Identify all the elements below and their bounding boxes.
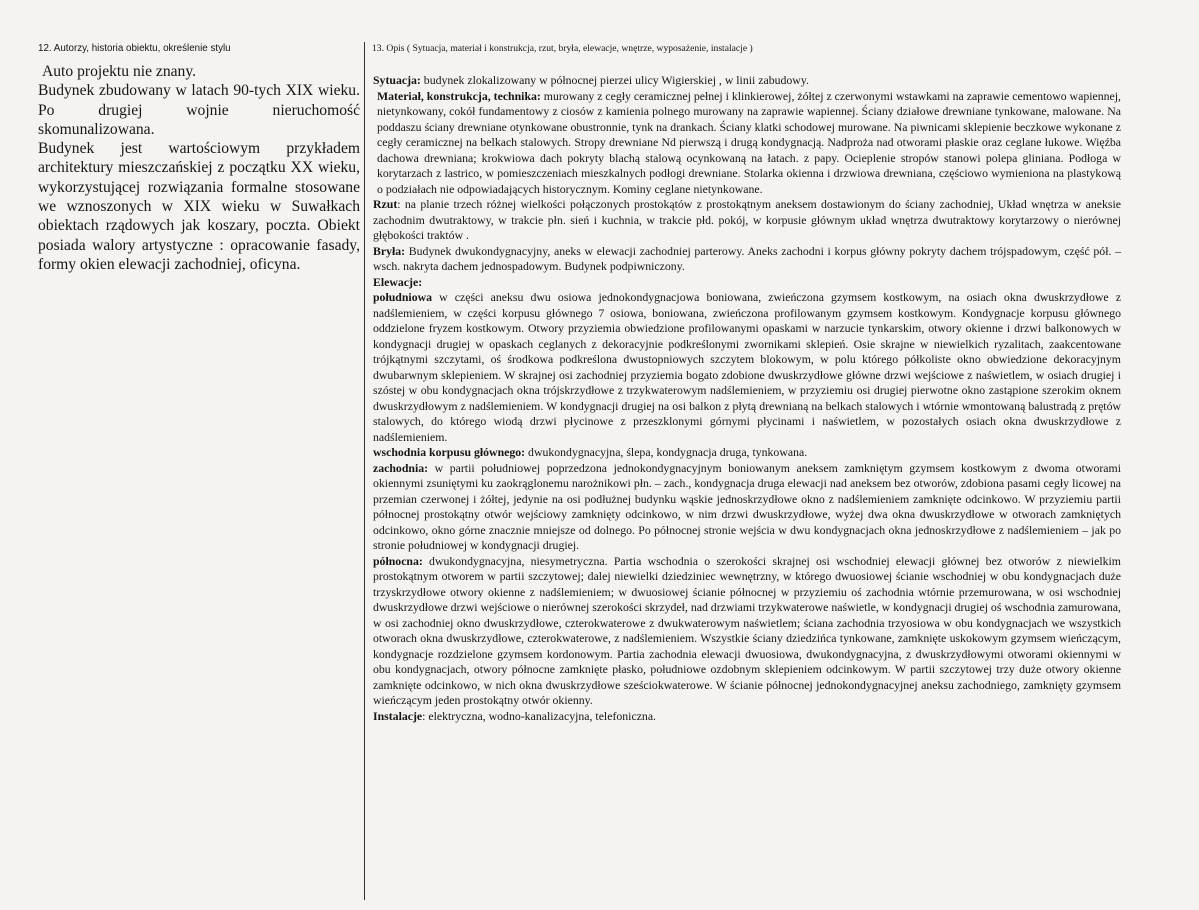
massing-text: Budynek dwukondygnacyjny, aneks w elewacji zachodniej parterowy. Aneks zachodni i korpus główny pokryty dachem trójspadowym, część pół. –wsch. nakryta dachem jednospadowym. Budynek podpiwniczony.: [373, 243, 1121, 273]
massing-label: Bryła:: [373, 243, 406, 258]
description-column: [373, 73, 1121, 724]
material-paragraph: [373, 89, 1121, 198]
installations-label: Instalacje: [373, 708, 423, 723]
east-elevation-text: dwukondygnacyjna, ślepa, kondygnacja druga, tynkowana.: [525, 445, 808, 459]
north-elevation-paragraph: [373, 554, 1121, 709]
north-elevation-label: północna:: [373, 553, 423, 568]
section-12-header: 12. Autorzy, historia obiektu, określenie stylu: [38, 43, 231, 54]
west-elevation-label: zachodnia:: [373, 460, 429, 475]
south-elevation-text: w części aneksu dwu osiowa jednokondygnacjowa boniowana, zwieńczona gzymsem kostkowym, na osiach okna dwuskrzydłowe z nadślemieniem, w części korpusu głównego 7 osiowa, boniowana, zwieńczona profilowanym gzymsem kostkowym. Kondygnacje korpusu głównego oddzielone fryzem kostkowym. Otwory przyziemia obwiedzione profilowanymi opaskami w narzucie tynkarskim, otwory okienne i drzwi balkonowych w kondygnacji drugiej w opaskach ceglanych z dekoracyjnie podkreślonymi zwornikami sklepień. Osie skrajne w niewielkich ryzalitach, zaakcentowane trójkątnymi szczytami, oś środkowa podkreślona dwustopniowych szczytem blokowym, w polu którego półkoliste okno obwiedzione dekoracyjnym dwubarwnym sklepieniem. W skrajnej osi zachodniej przyziemia bogato zdobione dwuskrzydłowe główne drzwi wejściowe z naświetlem, w osiach drugiej i szóstej w obu kondygnacjach okna trójskrzydłowe z trzykwaterowym nadślemieniem, w przyziemiu osi drugiej pierwotne okno zastąpione szerokim oknem dwuskrzydłowym z nadślemieniem. W kondygnacji drugiej na osi balkon z płytą drewnianą na belkach stalowych i wtórnie wmontowaną balustradą z prętów stalowych, do którego wiodą drzwi płycinowe z przeszklonymi górnymi płycinami i naświetlem, w pozostałych osiach okna dwuskrzydłowe z nadślemieniem.: [373, 290, 1121, 444]
plan-text: : na planie trzech różnej wielkości połączonych prostokątów z prostokątnym aneksem dostawionym do ściany zachodniej, Układ wnętrza w aneksie zachodnim dwutraktowy, w trakcie płn. sień i kuchnia, w trakcie płd. pokój, w korpusie głównym układ wnętrza dwutraktowy korytarzowy o nierównej głębokości traktów .: [373, 197, 1121, 242]
massing-paragraph: [373, 244, 1121, 275]
situation-text: budynek zlokalizowany w północnej pierzei ulicy Wigierskiej , w linii zabudowy.: [420, 73, 809, 87]
elevations-label: Elewacje:: [373, 274, 423, 289]
authors-paragraph: Auto projektu nie znany.: [42, 63, 197, 80]
west-elevation-paragraph: [373, 461, 1121, 554]
material-label: Materiał, konstrukcja, technika:: [377, 88, 541, 103]
section-13-header: 13. Opis ( Sytuacja, materiał i konstrukcja, rzut, bryła, elewacje, wnętrze, wyposażenie, instalacje ): [372, 43, 753, 54]
south-elevation-label: południowa: [373, 290, 433, 304]
material-text: murowany z cegły ceramicznej pełnej i klinkierowej, żółtej z czerwonymi wstawkami na zaprawie cementowo wapiennej, nietynkowany, cokół fundamentowy z ciosów z kamienia polnego murowany na zaprawie wapiennej. Ściany działowe drewniane tynkowane, malowane. Na poddaszu ściany drewniane otynkowane obustronnie, tynk na drankach. Ściany klatki schodowej murowane. Na piwnicami sklepienie beczkowe wykonane z cegły ceramicznej na belkach stalowych. Stropy drewniane Nd pierwszą i drugą kondygnacją. Nadproża nad otworami płaskie oraz ceglane łukowe. Więźba dachowa drewniana; krokwiowa dach pokryty blachą stalową ocynkowaną na łatach. z papy. Ocieplenie stropów stanowi polepa gliniana. Podłoga w korytarzach z lastrico, w pomieszczeniach mieszkalnych podłogi drewniane. Stolarka okienna i drzwiowa drewniana, częściowo wymieniona na plastykową o podziałach nie odpowiadających historycznym. Kominy ceglane nietynkowane.: [377, 88, 1121, 196]
plan-label: Rzut: [373, 197, 398, 211]
north-elevation-text: dwukondygnacyjna, niesymetryczna. Partia wschodnia o szerokości skrajnej osi wschodniej elewacji głównej bez otworów z niewielkim prostokątnym otworem w partii szczytowej; dalej niewielki dziedziniec wewnętrzny, w którego dwuosiowej ścianie wschodniej w obu kondygnacjach duże trzyskrzydłowe otwory okienne z nadślemieniem; w dwuosiowej ścianie północnej w przyziemiu oś zachodnia wtórnie przemurowana, w osi wschodniej dwuskrzydłowe drzwi wejściowe o nierównej szerokości skrzydeł, nad drzwiami trzykwaterowe naświetle, w kondygnacji drugiej oś wschodnia zamurowana, w osi zachodniej okno dwuskrzydłowe, czterokwaterowe z dwukwaterowym naświetlem; ściana zachodnia trzyosiowa w obu kondygnacjach we wszystkich otworach okna dwuskrzydłowe, czterokwaterowe, z nadślemieniem. Wszystkie ściany dziedzińca tynkowane, zamknięte uskokowym gzymsem wieńczącym, kondygnacje rozdzielone gzymsem kordonowym. Partia zachodnia elewacji dwuosiowa, dwukondygnacyjna, z dwuskrzydłowymi otworami okiennymi w obu kondygnacjach, otwory północne zamknięte płasko, południowe ozdobnym sklepieniem odcinkowym. W partii szczytowej trzy duże otwory okienne zamknięte odcinkowo, w nich okna dwuskrzydłowe sześciokwaterowe. W ścianie północnej jednokondygnacyjnej aneksu zachodniego, zamknięty gzymsem wieńczącym jeden prostokątny otwór okienny.: [373, 553, 1121, 707]
construction-history-paragraph: Budynek zbudowany w latach 90-tych XIX wieku. Po drugiej wojnie nieruchomość skomunalizowana.: [38, 82, 360, 138]
east-elevation-label: wschodnia korpusu głównego:: [373, 445, 526, 459]
column-divider-top: [364, 42, 365, 172]
history-column: [38, 62, 360, 274]
column-divider: [364, 172, 365, 900]
installations-text: : elektryczna, wodno-kanalizacyjna, telefoniczna.: [422, 708, 657, 723]
installations-paragraph: [373, 709, 1121, 725]
plan-paragraph: [373, 197, 1121, 244]
situation-paragraph: [373, 73, 1121, 89]
south-elevation-paragraph: [373, 290, 1121, 445]
west-elevation-text: w partii południowej poprzedzona jednokondygnacyjnym boniowanym aneksem zamkniętym gzymsem kostkowym z dwoma otworami okiennymi zsuniętymi ku zaokrąglonemu narożnikowi płn. – zach., kondygnacja druga elewacji nad aneksem bez otworów, zdobiona pasami cegły licowej na przemian czerwonej i żółtej, jedynie na osi podłużnej budynku wąskie jednoskrzydłowe okno z nadślemieniem zamknięte odcinkowo. W przyziemiu partii północnej prostokątny otwór wejściowy zamknięty odcinkowo, w nim drzwi dwuskrzydłowe, wyżej dwa okna dwuskrzydłowe w otworach zamkniętych odcinkowo, okno górne znacznie mniejsze od dolnego. Po północnej stronie wejścia w dwu kondygnacjach okna jednoskrzydłowe z nadślemieniem – jak po stronie południowej w kondygnacji drugiej.: [373, 460, 1121, 552]
situation-label: Sytuacja:: [373, 73, 421, 87]
elevations-heading: [373, 275, 1121, 291]
style-assessment-paragraph: Budynek jest wartościowym przykładem architektury mieszczańskiej z początku XX wieku, wykorzystującej rozwiązania formalne stosowane we wznoszonych w XIX wieku w Suwałkach obiektach rządowych jak koszary, poczta. Obiekt posiada walory artystyczne : opracowanie fasady, formy okien elewacji zachodniej, oficyna.: [38, 140, 360, 273]
east-elevation-paragraph: [373, 445, 1121, 461]
